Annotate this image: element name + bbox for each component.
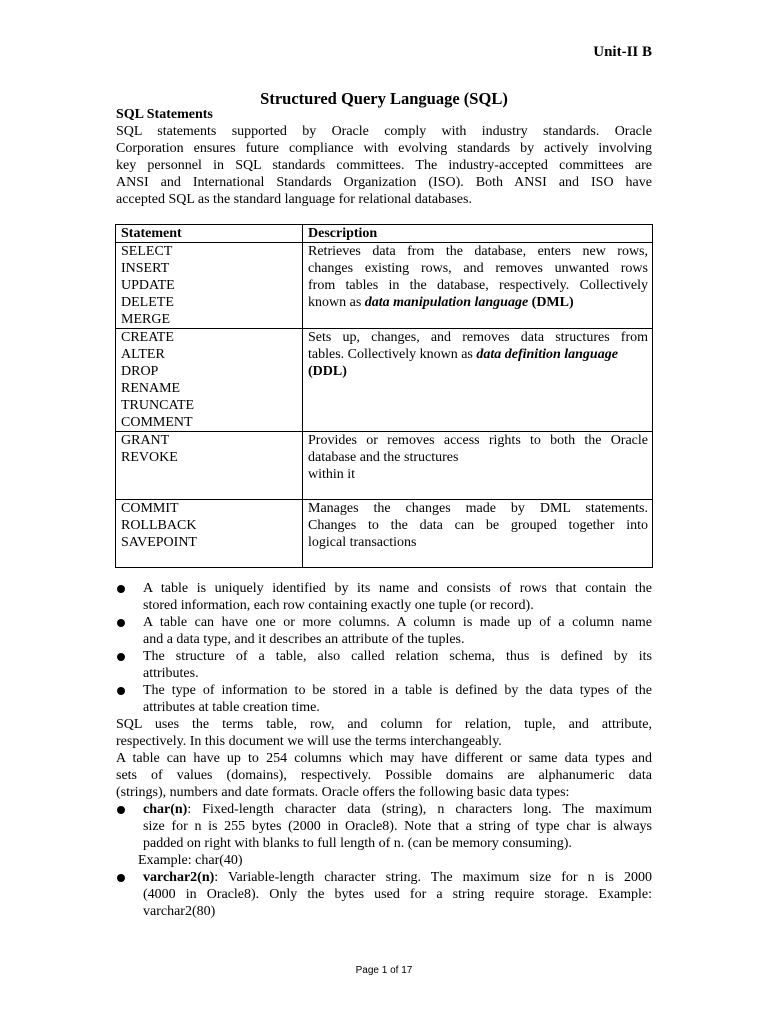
text-line: stored information, each row containing exactly one tuple (or record). — [143, 598, 534, 613]
bullet-icon — [117, 585, 125, 593]
text-line: varchar2(n): Variable-length character string. The maximum size for n is 2000 — [143, 870, 652, 885]
text-line: Changes to the data can be grouped together into — [308, 518, 648, 533]
text-line: varchar2(80) — [143, 904, 216, 919]
statement: DROP — [121, 364, 159, 379]
statement: DELETE — [121, 295, 174, 310]
description-cell — [303, 432, 653, 500]
list-item — [116, 614, 652, 648]
text-line: known as data manipulation language (DML) — [308, 295, 574, 310]
text-line: tables. Collectively known as data definition language — [308, 347, 618, 362]
column-header: Description — [303, 225, 653, 243]
statement: COMMIT — [121, 501, 179, 516]
statement: REVOKE — [121, 450, 178, 465]
statement: MERGE — [121, 312, 170, 327]
list-item — [116, 869, 652, 920]
text-line: within it — [308, 467, 356, 482]
table-header-row — [116, 225, 653, 243]
text-line: Corporation ensures future compliance with evolving standards by actively involving — [116, 141, 652, 156]
statement: SELECT — [121, 244, 173, 259]
document-title: Structured Query Language (SQL) — [260, 89, 508, 108]
sql-statements-table — [115, 224, 653, 568]
text-line: accepted SQL as the standard language for relational databases. — [116, 192, 472, 207]
text-line: from tables in the database, respectively. Collectively — [308, 278, 648, 293]
text-line: sets of values (domains), respectively. Possible domains are alphanumeric data — [116, 768, 652, 783]
statement: CREATE — [121, 330, 174, 345]
text-line: char(n): Fixed-length character data (string), n characters long. The maximum — [143, 802, 652, 817]
statement: TRUNCATE — [121, 398, 195, 413]
column-header: Statement — [116, 225, 303, 243]
text-line: attributes. — [143, 666, 199, 681]
unit-label: Unit-II B — [593, 44, 652, 60]
text-line: (strings), numbers and date formats. Oracle offers the following basic data types: — [116, 785, 570, 800]
table-row — [116, 432, 653, 500]
text-line: (4000 in Oracle8). Only the bytes used for a string require storage. Example: — [143, 887, 652, 902]
bullet-icon — [117, 619, 125, 627]
text-line: Manages the changes made by DML statements. — [308, 501, 648, 516]
text-line: A table is uniquely identified by its name and consists of rows that contain the — [143, 581, 652, 596]
list-item — [116, 648, 652, 682]
statements-cell — [116, 329, 303, 432]
type-name: varchar2(n) — [143, 870, 215, 885]
text-line: database and the structures — [308, 450, 459, 465]
text-line: (DDL) — [308, 364, 347, 379]
text-line: The type of information to be stored in a table is defined by the data types of the — [143, 683, 652, 698]
emphasis: data manipulation language — [364, 295, 529, 310]
text-line: key personnel in SQL standards committees. The industry-accepted committees are — [116, 158, 652, 173]
statement: GRANT — [121, 433, 170, 448]
text-line: Sets up, changes, and removes data structures from — [308, 330, 648, 345]
description-cell — [303, 329, 653, 432]
statement: ALTER — [121, 347, 165, 362]
intro-paragraph — [116, 123, 652, 208]
emphasis: data definition language — [476, 347, 618, 362]
table-row — [116, 329, 653, 432]
text-line: changes existing rows, and removes unwanted rows — [308, 261, 648, 276]
description-cell — [303, 500, 653, 568]
body-content — [116, 580, 652, 920]
list-item — [116, 801, 652, 852]
description-cell — [303, 243, 653, 329]
type-name: char(n) — [143, 802, 188, 817]
paragraph — [116, 750, 652, 801]
text-line: The structure of a table, also called relation schema, thus is defined by its — [143, 649, 652, 664]
section-heading: SQL Statements — [116, 107, 213, 122]
bullet-icon — [117, 806, 125, 814]
table-row — [116, 243, 653, 329]
list-item — [116, 580, 652, 614]
table-row — [116, 500, 653, 568]
text-line: SQL uses the terms table, row, and column for relation, tuple, and attribute, — [116, 717, 652, 732]
text-line: SQL statements supported by Oracle comply with industry standards. Oracle — [116, 124, 652, 139]
statement: SAVEPOINT — [121, 535, 197, 550]
text-line: padded on right with blanks to full length of n. (can be memory consuming). — [143, 836, 572, 851]
bullet-icon — [117, 653, 125, 661]
text-line: respectively. In this document we will use the terms interchangeably. — [116, 734, 502, 749]
text-line: A table can have one or more columns. A column is made up of a column name — [143, 615, 652, 630]
statements-cell — [116, 500, 303, 568]
statements-cell — [116, 432, 303, 500]
text-line: size for n is 255 bytes (2000 in Oracle8). Note that a string of type char is always — [143, 819, 652, 834]
text-line: A table can have up to 254 columns which may have different or same data types and — [116, 751, 652, 766]
paragraph — [116, 716, 652, 750]
statement: ROLLBACK — [121, 518, 197, 533]
bullet-icon — [117, 874, 125, 882]
list-item — [116, 682, 652, 716]
bullet-icon — [117, 687, 125, 695]
statement: RENAME — [121, 381, 181, 396]
statement: COMMENT — [121, 415, 193, 430]
example-line: Example: char(40) — [138, 853, 243, 868]
text-line: Retrieves data from the database, enters new rows, — [308, 244, 648, 259]
statement: INSERT — [121, 261, 170, 276]
text-line: ANSI and International Standards Organization (ISO). Both ANSI and ISO have — [116, 175, 652, 190]
statement: UPDATE — [121, 278, 175, 293]
statements-cell — [116, 243, 303, 329]
text-line: logical transactions — [308, 535, 417, 550]
text-line: Provides or removes access rights to both the Oracle — [308, 433, 648, 448]
text-line: and a data type, and it describes an attribute of the tuples. — [143, 632, 465, 647]
page-number: Page 1 of 17 — [355, 965, 413, 976]
text-line: attributes at table creation time. — [143, 700, 320, 715]
